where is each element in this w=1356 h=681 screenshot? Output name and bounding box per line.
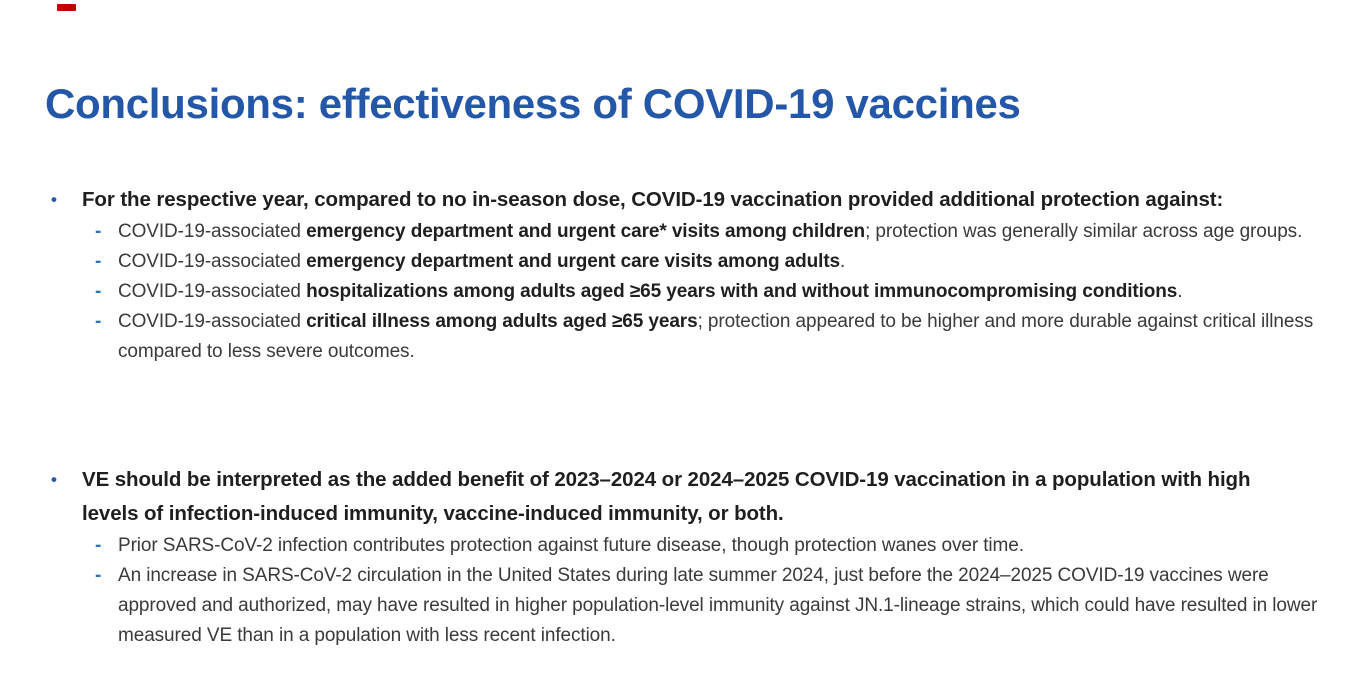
section-ve-interpretation <box>45 463 1318 651</box>
bullet-item <box>45 463 1318 531</box>
text-plain: ; protection appeared to be higher and more durable against critical illness compared to less severe outcomes. <box>118 311 1314 362</box>
text-plain: An increase in SARS-CoV-2 circulation in the United States during late summer 2024, just before the 2024–2025 COVID-19 vaccines were approved and authorized, may have resulted in higher population-level immunity against JN.1-lineage strains, which could have resulted in lower measured VE than in a population with less recent infection. <box>118 565 1318 646</box>
slide-title: Conclusions: effectiveness of COVID-19 vaccines <box>45 80 1021 128</box>
sub-bullet-list <box>45 531 1318 651</box>
text-plain: COVID-19-associated <box>118 281 307 302</box>
bullet-dot-icon: • <box>51 470 57 489</box>
dash-marker-icon: - <box>95 565 102 586</box>
bullet-item <box>45 183 1318 217</box>
sub-bullet-text <box>118 217 1318 247</box>
text-plain: Prior SARS-CoV-2 infection contributes protection against future disease, though protection wanes over time. <box>118 535 1024 556</box>
sub-bullet-text <box>118 247 1318 277</box>
sub-bullet-circulation-increase <box>95 561 1318 651</box>
text-bold: critical illness among adults aged ≥65 years <box>306 311 698 332</box>
text-plain: COVID-19-associated <box>118 221 307 242</box>
sub-bullet-list <box>45 217 1318 367</box>
text-bold: hospitalizations among adults aged ≥65 years with and without immunocompromising conditions <box>306 281 1178 302</box>
dash-marker-icon: - <box>95 221 102 242</box>
dash-marker-icon: - <box>95 535 102 556</box>
sub-bullet-prior-infection <box>95 531 1318 561</box>
text-plain: COVID-19-associated <box>118 311 307 332</box>
bullet-heading: VE should be interpreted as the added benefit of 2023–2024 or 2024–2025 COVID-19 vaccination in a population with high levels of infection-induced immunity, vaccine-induced immunity, or both. <box>82 468 1251 525</box>
dash-marker-icon: - <box>95 311 102 332</box>
text-plain: . <box>840 251 846 272</box>
section-vaccination-protection <box>45 183 1318 367</box>
sub-bullet-text <box>118 561 1318 651</box>
dash-marker-icon: - <box>95 251 102 272</box>
bullet-heading: For the respective year, compared to no in-season dose, COVID-19 vaccination provided additional protection against: <box>82 188 1224 211</box>
dash-marker-icon: - <box>95 281 102 302</box>
text-plain: . <box>1177 281 1183 302</box>
sub-bullet-critical-illness <box>95 307 1318 367</box>
bullet-dot-icon: • <box>51 190 57 209</box>
sub-bullet-children-ed-uc <box>95 217 1318 247</box>
text-bold: emergency department and urgent care* visits among children <box>306 221 866 242</box>
sub-bullet-hospitalizations <box>95 277 1318 307</box>
red-mark <box>57 4 76 11</box>
text-plain: COVID-19-associated <box>118 251 307 272</box>
text-bold: emergency department and urgent care visits among adults <box>306 251 841 272</box>
sub-bullet-text <box>118 277 1318 307</box>
sub-bullet-text <box>118 531 1318 561</box>
sub-bullet-adults-ed-uc <box>95 247 1318 277</box>
text-plain: ; protection was generally similar across age groups. <box>865 221 1303 242</box>
sub-bullet-text <box>118 307 1318 367</box>
